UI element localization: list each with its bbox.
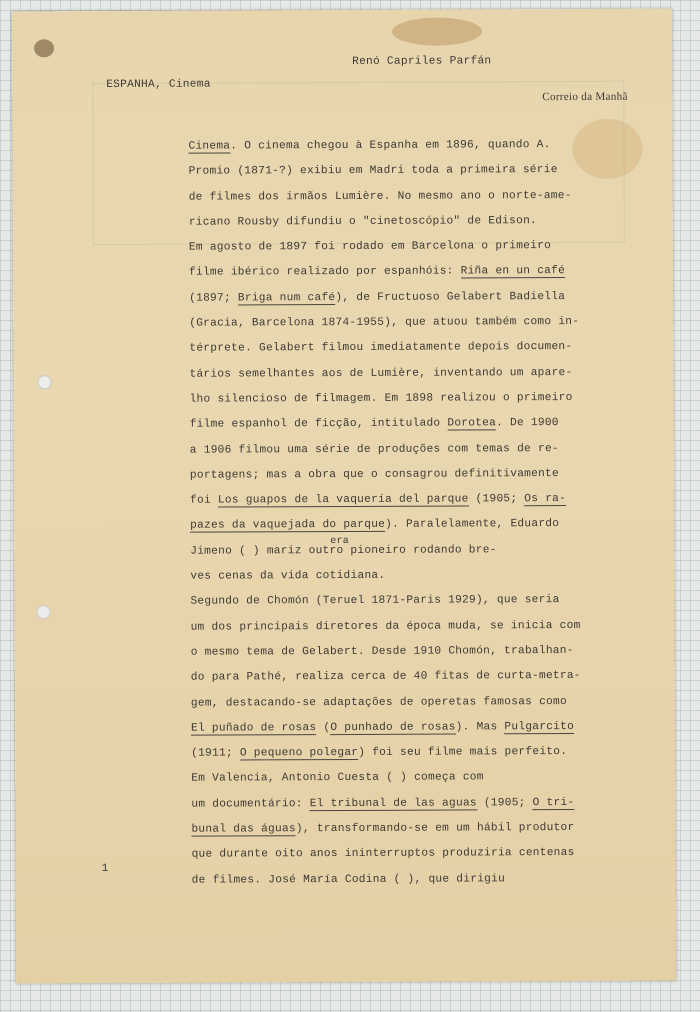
text-line <box>189 335 579 362</box>
text-line <box>191 715 581 742</box>
page-number: 1 <box>101 863 109 876</box>
text-line <box>192 841 582 868</box>
text-segment: (1911; <box>191 747 240 760</box>
underlined-title: Pulgarcito <box>504 720 575 734</box>
text-line <box>191 614 581 641</box>
text-line <box>190 487 580 514</box>
underlined-title: O punhado de rosas <box>330 721 456 734</box>
typed-body-text <box>188 133 581 894</box>
underlined-title: O tri- <box>532 796 575 809</box>
text-segment: ves cenas da vida cotidiana. <box>190 569 386 583</box>
text-line <box>190 535 580 565</box>
text-segment: Segundo de Chomón (Teruel 1871-Paris 1929), que seria <box>190 594 560 609</box>
text-line <box>190 563 580 590</box>
text-line <box>192 867 582 894</box>
underlined-title: El puñado de rosas <box>190 721 317 735</box>
text-segment: (Gracia, Barcelona 1874-1955), que atuou também como in- <box>189 316 580 330</box>
text-segment: (1905; <box>468 493 525 506</box>
underlined-title: Riña en un café <box>460 265 566 278</box>
text-segment: um dos principais diretores da época muda, se inicia com <box>190 619 581 634</box>
punch-hole <box>36 605 50 619</box>
text-line <box>190 588 580 615</box>
text-line <box>189 259 579 286</box>
text-line <box>191 765 581 792</box>
underlined-title: Cinema <box>188 140 231 153</box>
stain <box>392 17 482 45</box>
text-line <box>190 437 580 464</box>
text-segment: ( <box>316 721 331 734</box>
text-segment: (1897; <box>189 292 238 305</box>
text-segment: de filmes. José María Codina ( ), que dirigiu <box>191 872 506 887</box>
text-segment: portagens; mas a obra que o consagrou definitivamente <box>189 467 560 482</box>
text-line <box>191 816 581 843</box>
text-segment: do para Pathé, realiza cerca de 40 fitas de curta-metra- <box>190 670 581 684</box>
document-heading: ESPANHA, Cinema <box>106 78 211 92</box>
underlined-title: El tribunal de las aguas <box>309 797 477 810</box>
text-line <box>189 184 579 211</box>
text-line <box>191 639 581 666</box>
underlined-title: Briga num café <box>237 291 336 305</box>
text-line <box>190 462 580 489</box>
text-segment: . De 1900 <box>496 417 559 430</box>
text-segment: Em Valencia, Antonio Cuesta ( ) começa com <box>191 771 484 786</box>
text-segment: ). Mas <box>455 721 505 734</box>
text-segment: a 1906 filmou uma série de produções com temas de re- <box>189 442 559 457</box>
underlined-title: pazes da vaquejada do parque <box>190 519 386 533</box>
text-segment: ). Paralelamente, Eduardo <box>385 518 560 532</box>
text-line <box>191 664 581 691</box>
text-segment: o mesmo tema de Gelabert. Desde 1910 Chomón, trabalhan- <box>190 644 574 659</box>
text-line <box>191 740 581 767</box>
text-segment: . O cinema chegou à Espanha em 1896, quando A. <box>230 139 551 153</box>
text-segment: ricano Rousby difundiu o "cinetoscópio" de Edison. <box>188 215 538 229</box>
underlined-title: Os ra- <box>524 493 567 506</box>
text-line <box>188 133 578 160</box>
text-segment: que durante oito anos ininterruptos produziria centenas <box>191 847 575 861</box>
author-name: Renó Capriles Parfán <box>352 55 492 68</box>
text-segment: gem, destacando-se adaptações de operetas famosas como <box>190 695 567 710</box>
text-segment: tários semelhantes aos de Lumière, inventando um apare- <box>189 366 573 381</box>
text-line <box>191 791 581 818</box>
underlined-title: O pequeno polegar <box>239 747 359 760</box>
underlined-title: Dorotea <box>447 417 497 430</box>
punch-hole <box>37 375 51 389</box>
text-segment: de filmes dos irmãos Lumière. No mesmo ano o norte-ame- <box>188 189 572 204</box>
text-segment: ), de Fructuoso Gelabert Badiella <box>335 290 566 304</box>
show-through-stamp-text: Correio da Manhã <box>542 90 628 104</box>
text-segment: (1905; <box>476 796 533 810</box>
text-segment: filme ibérico realizado por espanhóis: <box>189 265 461 280</box>
paper-sheet <box>12 9 676 984</box>
stain <box>34 39 54 57</box>
text-segment: Em agosto de 1897 foi rodado em Barcelona o primeiro <box>188 240 552 254</box>
text-line <box>189 209 579 236</box>
text-line <box>189 361 579 388</box>
text-line <box>190 411 580 438</box>
text-line <box>189 158 579 185</box>
text-segment: um documentário: <box>191 797 310 811</box>
text-segment: ), transformando-se em um hábil produtor <box>295 822 575 836</box>
text-line <box>189 310 579 337</box>
interlinear-correction: era <box>330 535 349 547</box>
text-line <box>190 386 580 413</box>
text-line <box>189 234 579 261</box>
underlined-title: bunal das águas <box>191 823 296 836</box>
text-line <box>189 285 579 312</box>
text-segment: Jimeno ( ) mariz outro pioneiro rodando bre- <box>190 544 497 558</box>
text-line <box>191 689 581 716</box>
underlined-title: Los guapos de la vaquería del parque <box>217 493 469 507</box>
text-segment: Promio (1871-?) exibiu em Madri toda a primeira série <box>188 164 558 178</box>
text-segment: térprete. Gelabert filmou imediatamente depois documen- <box>189 341 573 356</box>
text-segment: ) foi seu filme mais perfeito. <box>358 746 568 760</box>
text-segment: lho silencioso de filmagem. Em 1898 realizou o primeiro <box>189 391 573 406</box>
text-line <box>190 512 580 539</box>
text-segment: foi <box>189 494 218 507</box>
text-segment: filme espanhol de ficção, intitulado <box>189 417 448 431</box>
